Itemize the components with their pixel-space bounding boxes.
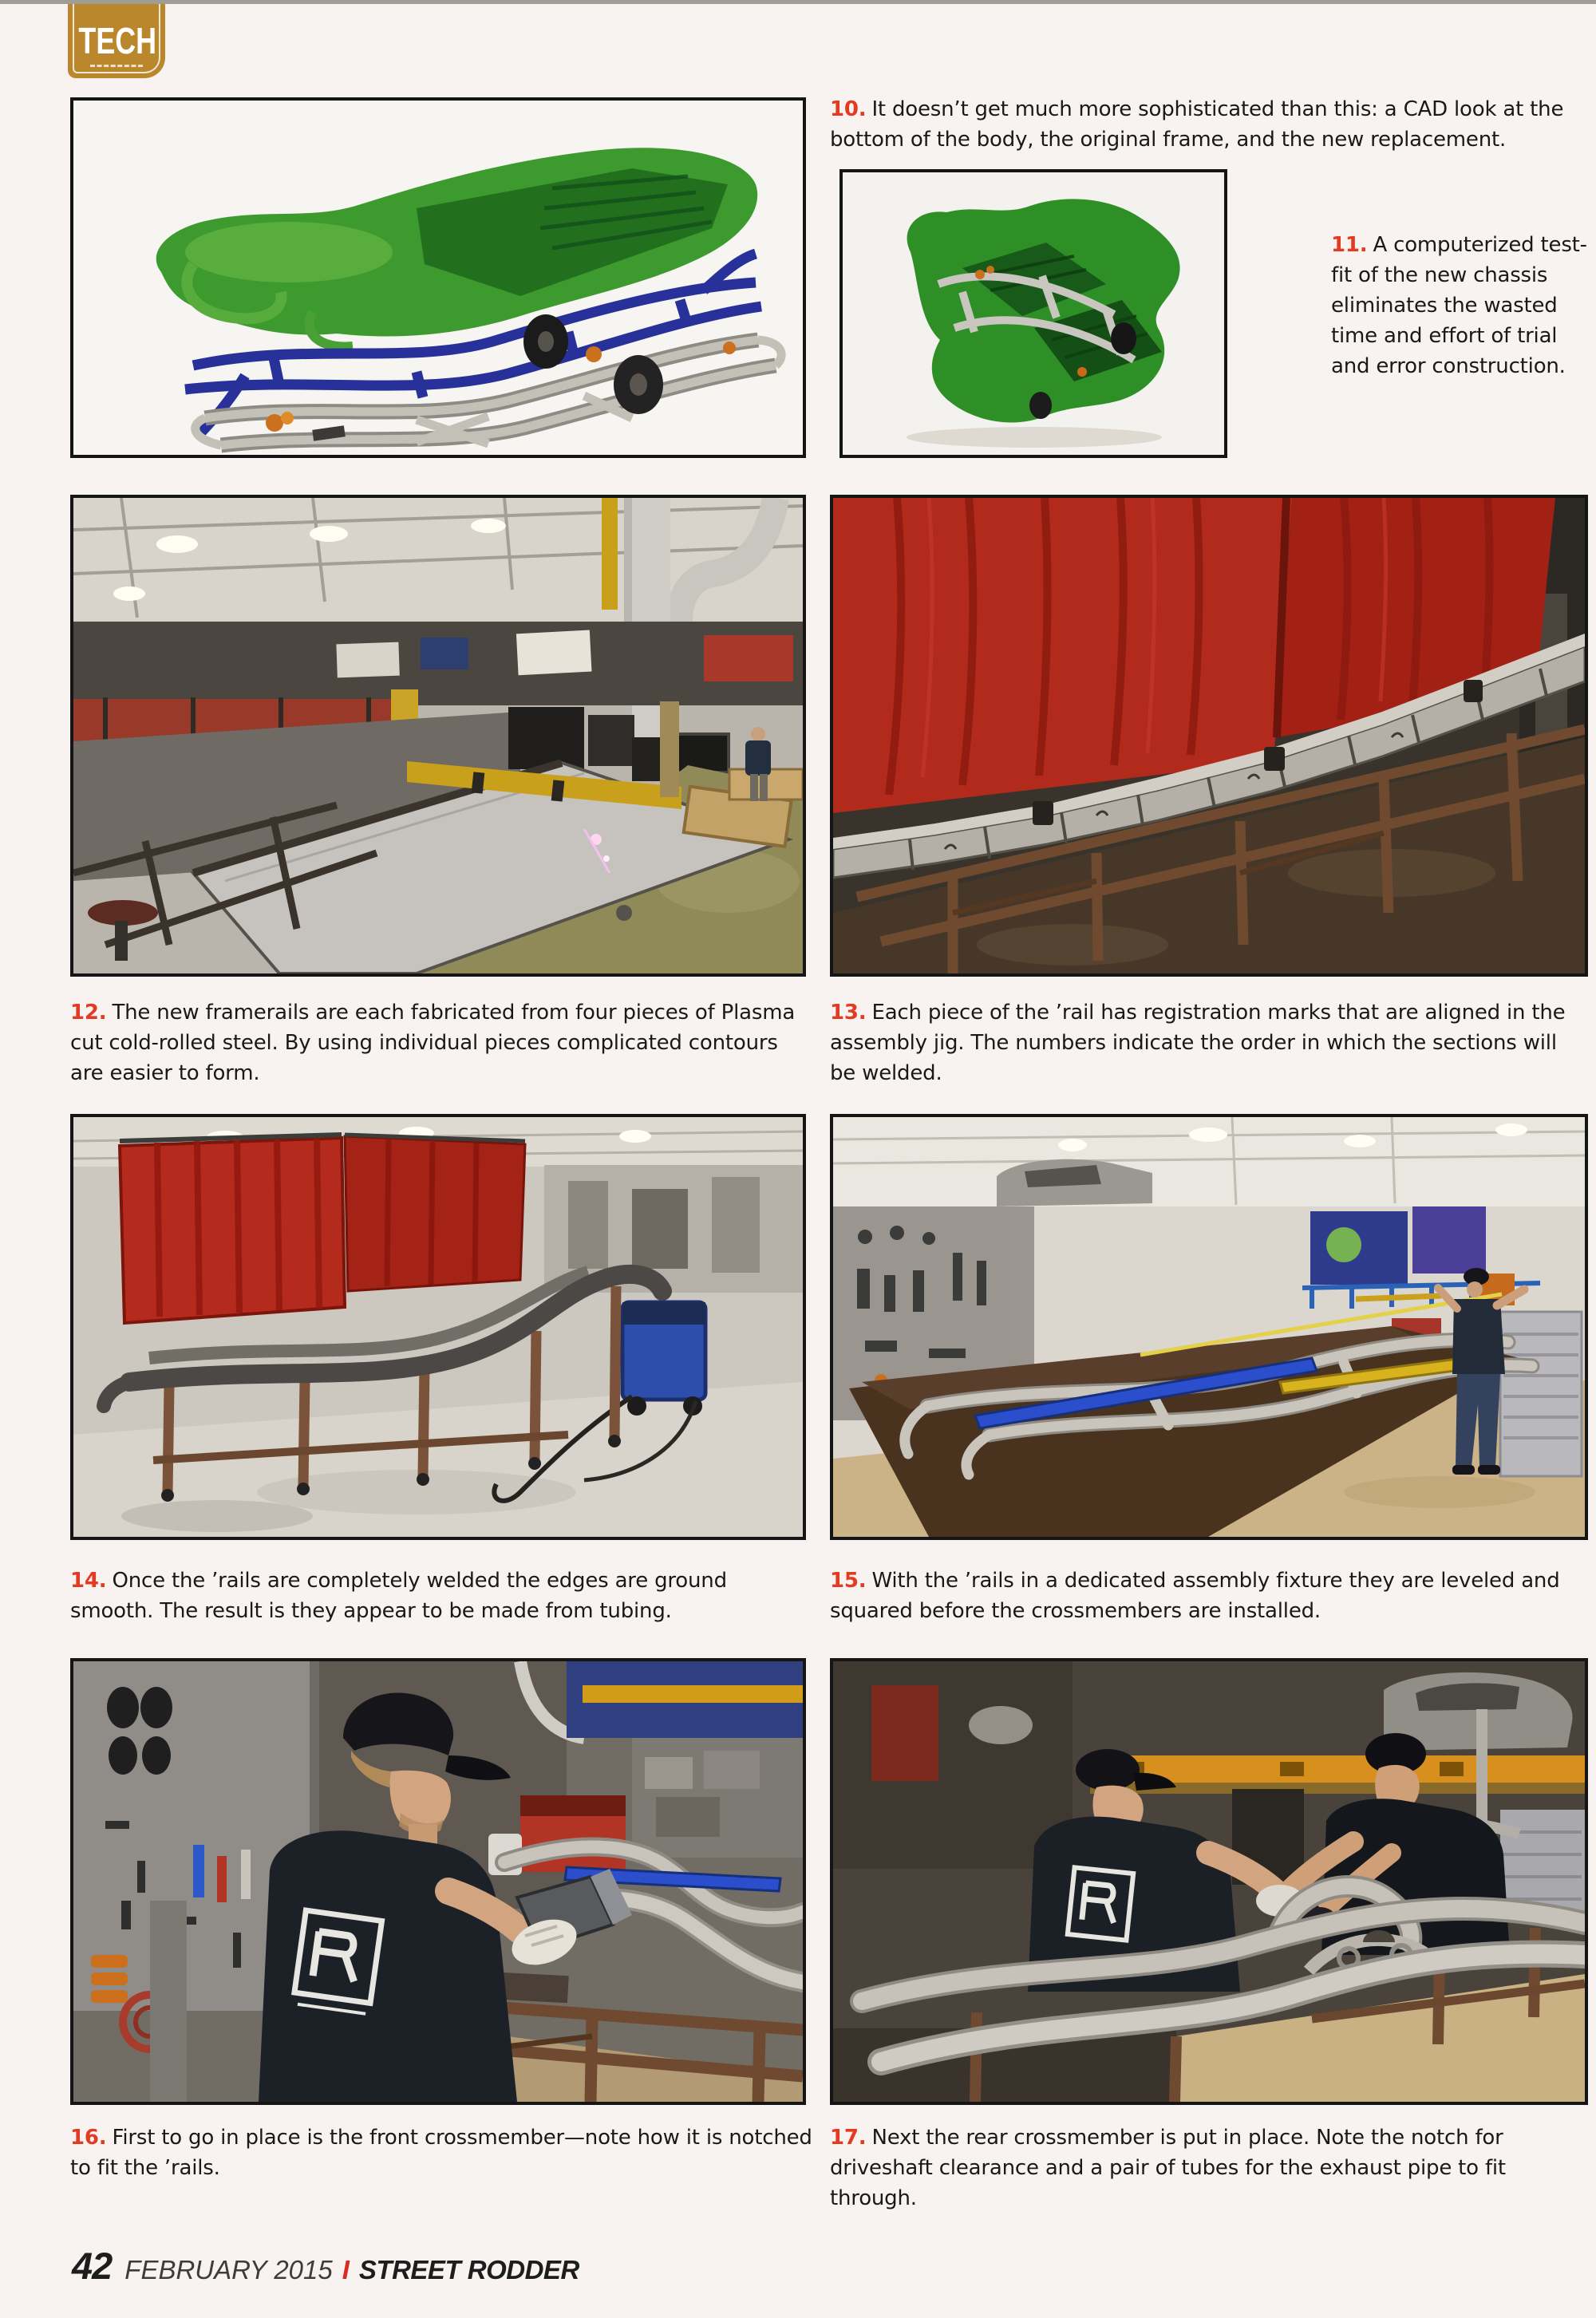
- caption-12-number: 12.: [70, 1001, 107, 1025]
- caption-12-text: The new framerails are each fabricated from four pieces of Plasma cut cold-rolled steel. By using individual pieces complicated contours are easier to form.: [70, 1001, 796, 1085]
- caption-16-text: First to go in place is the front crossmember—note how it is notched to fit the ’rails.: [70, 2126, 812, 2180]
- caption-15-text: With the ’rails in a dedicated assembly fixture they are leveled and squared before the crossmembers are installed.: [830, 1569, 1560, 1623]
- scan-edge: [0, 0, 1596, 4]
- front-crossmember-illustration: [73, 1661, 803, 2102]
- caption-15: [830, 1566, 1588, 1626]
- caption-17: [830, 2123, 1572, 2213]
- caption-12: [70, 997, 812, 1088]
- caption-14-number: 14.: [70, 1569, 107, 1593]
- caption-15-number: 15.: [830, 1569, 867, 1593]
- photo-14-welded-rail: [70, 1114, 806, 1540]
- photo-17-rear-crossmember: [830, 1658, 1588, 2105]
- caption-11-text: A computerized test-fit of the new chassis eliminates the wasted time and effort of trial and error construction.: [1331, 233, 1587, 378]
- caption-13-text: Each piece of the ’rail has registration marks that are aligned in the assembly jig. The numbers indicate the order in which the sections will be welded.: [830, 1001, 1566, 1085]
- page-footer: [72, 2244, 579, 2288]
- photo-15-assembly-fixture: [830, 1114, 1588, 1540]
- caption-14-text: Once the ’rails are completely welded the edges are ground smooth. The result is they appear to be made from tubing.: [70, 1569, 727, 1623]
- caption-10: [830, 94, 1572, 155]
- tech-badge-label: TECH: [78, 20, 157, 61]
- cad-overview-illustration: [73, 101, 803, 455]
- footer-issue-date: FEBRUARY 2015: [124, 2255, 333, 2284]
- tech-badge-underline: [90, 65, 143, 67]
- welded-rail-illustration: [73, 1117, 803, 1537]
- plasma-shop-illustration: [73, 498, 803, 973]
- footer-magazine-name: STREET RODDER: [358, 2255, 579, 2284]
- rail-jig-illustration: [833, 498, 1585, 973]
- caption-10-text: It doesn’t get much more sophisticated than this: a CAD look at the bottom of the body, the original frame, and the new replacement.: [830, 97, 1564, 152]
- footer-separator: I: [342, 2255, 350, 2284]
- photo-12-plasma-shop: [70, 495, 806, 977]
- caption-11-number: 11.: [1331, 233, 1368, 257]
- footer-page-number: 42: [72, 2245, 113, 2287]
- caption-17-text: Next the rear crossmember is put in place. Note the notch for driveshaft clearance and a pair of tubes for the exhaust pipe to fit through.: [830, 2126, 1506, 2210]
- caption-10-number: 10.: [830, 97, 867, 121]
- photo-13-rail-registration-marks: [830, 495, 1588, 977]
- tech-badge: [68, 0, 165, 78]
- caption-17-number: 17.: [830, 2126, 867, 2150]
- caption-14: [70, 1566, 812, 1626]
- caption-16: [70, 2123, 812, 2183]
- caption-11: [1331, 230, 1596, 381]
- caption-13: [830, 997, 1588, 1088]
- photo-10-cad-overview: [70, 97, 806, 458]
- photo-11-cad-testfit: [839, 169, 1227, 458]
- photo-16-front-crossmember: [70, 1658, 806, 2105]
- rear-crossmember-illustration: [833, 1661, 1585, 2102]
- cad-testfit-illustration: [843, 172, 1224, 455]
- caption-16-number: 16.: [70, 2126, 107, 2150]
- assembly-fixture-illustration: [833, 1117, 1585, 1537]
- caption-13-number: 13.: [830, 1001, 867, 1025]
